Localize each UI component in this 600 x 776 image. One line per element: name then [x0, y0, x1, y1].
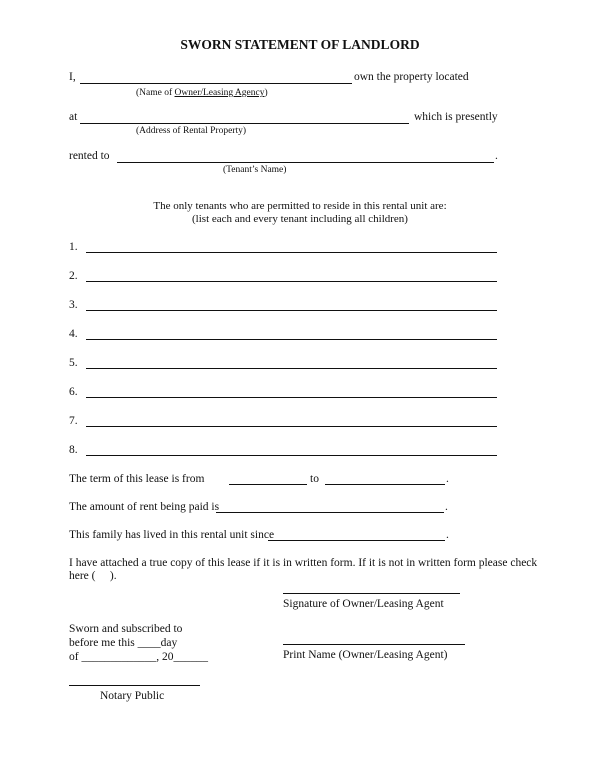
signature-caption: Signature of Owner/Leasing Agent: [283, 598, 444, 610]
lease-term-prefix: The term of this lease is from: [69, 473, 205, 485]
owner-name-caption: (Name of Owner/Leasing Agency): [136, 88, 268, 98]
tenant-number: 8.: [69, 444, 78, 456]
tenant-number: 5.: [69, 357, 78, 369]
tenant-number: 6.: [69, 386, 78, 398]
lived-since-field[interactable]: [268, 540, 445, 541]
print-name-field[interactable]: [283, 644, 465, 645]
owner-line-suffix: own the property located: [354, 71, 469, 83]
notary-signature-field[interactable]: [69, 685, 200, 686]
tenant-number: 1.: [69, 241, 78, 253]
lease-end-field[interactable]: [325, 484, 445, 485]
tenant-number: 2.: [69, 270, 78, 282]
address-field[interactable]: [80, 123, 409, 124]
tenant-entry-field[interactable]: [86, 339, 497, 340]
page-title: SWORN STATEMENT OF LANDLORD: [180, 37, 420, 52]
attached-checkbox[interactable]: here ( ).: [69, 570, 117, 582]
tenant-entry-field[interactable]: [86, 397, 497, 398]
lease-start-field[interactable]: [229, 484, 307, 485]
tenant-number: 3.: [69, 299, 78, 311]
tenant-number: 4.: [69, 328, 78, 340]
lived-since-prefix: This family has lived in this rental unit since: [69, 529, 275, 541]
attached-line1: I have attached a true copy of this lease if it is in written form. If it is not in written form please check: [69, 557, 538, 569]
rent-amount-field[interactable]: [216, 512, 444, 513]
tenant-line-suffix: .: [495, 150, 498, 162]
tenant-number: 7.: [69, 415, 78, 427]
lived-since-suffix: .: [446, 529, 449, 541]
owner-name-field[interactable]: [80, 83, 352, 84]
tenant-entry-field[interactable]: [86, 310, 497, 311]
address-line-suffix: which is presently: [414, 111, 498, 123]
tenants-intro-line2: (list each and every tenant including all children): [192, 213, 408, 225]
tenant-line-prefix: rented to: [69, 150, 110, 162]
address-caption: (Address of Rental Property): [136, 126, 247, 136]
sworn-line1: Sworn and subscribed to: [69, 623, 183, 635]
tenant-entry-field[interactable]: [86, 281, 497, 282]
tenant-name-caption: (Tenant’s Name): [223, 165, 287, 175]
tenant-entry-field[interactable]: [86, 455, 497, 456]
address-line-prefix: at: [69, 111, 78, 123]
lease-term-middle: to: [310, 473, 319, 485]
rent-amount-prefix: The amount of rent being paid is: [69, 501, 220, 513]
rent-amount-suffix: .: [445, 501, 448, 513]
notary-caption: Notary Public: [100, 690, 165, 702]
owner-line-prefix: I,: [69, 71, 76, 83]
tenant-entry-field[interactable]: [86, 252, 497, 253]
signature-field[interactable]: [283, 593, 460, 594]
print-name-caption: Print Name (Owner/Leasing Agent): [283, 649, 448, 661]
sworn-day[interactable]: before me this ____day: [69, 637, 178, 649]
tenant-entry-field[interactable]: [86, 426, 497, 427]
sworn-date[interactable]: of _____________, 20______: [69, 651, 208, 663]
tenants-intro-line1: The only tenants who are permitted to reside in this rental unit are:: [153, 200, 447, 212]
lease-term-suffix: .: [446, 473, 449, 485]
tenant-entry-field[interactable]: [86, 368, 497, 369]
tenant-name-field[interactable]: [117, 162, 494, 163]
